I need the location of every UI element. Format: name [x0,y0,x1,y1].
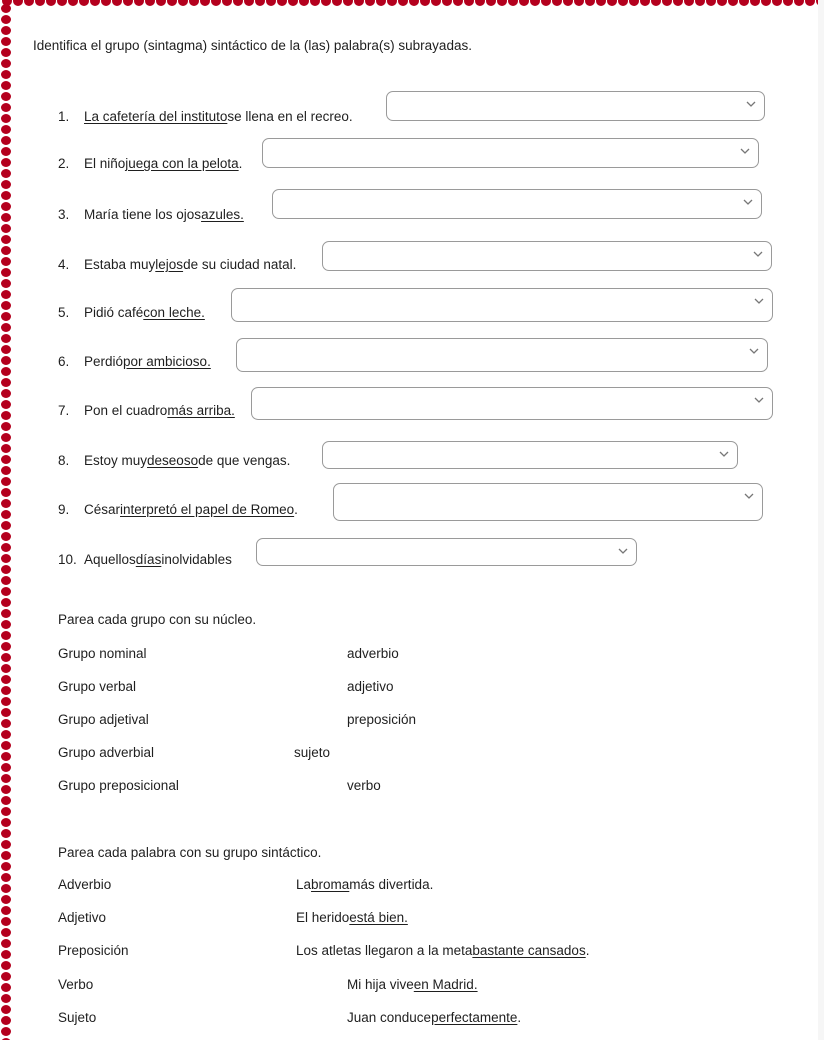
border-dot [1,455,11,464]
chevron-down-icon [753,295,765,307]
border-dot [1,312,11,321]
border-dot [794,0,804,6]
border-dot [1,917,11,926]
border-dot [1,268,11,277]
underlined-text: en Madrid. [413,977,478,992]
decorative-border-left [0,0,12,1040]
border-dot [541,0,551,6]
border-dot [552,0,562,6]
question-7 [58,403,235,419]
chevron-down-icon [752,248,764,260]
border-dot [398,0,408,6]
chevron-down-icon [743,490,755,502]
question-number: 7. [58,403,70,418]
border-dot [585,0,595,6]
question-9 [58,502,298,518]
border-dot [1,103,11,112]
border-dot [1,675,11,684]
border-dot [1,598,11,607]
border-dot [1,345,11,354]
question-8 [58,453,290,469]
border-dot [156,0,166,6]
border-dot [1,763,11,772]
border-dot [1,587,11,596]
sentence-text: . [517,1010,522,1025]
question-number: 8. [58,453,70,468]
section-title-grupo: Parea cada palabra con su grupo sintáctico. [58,845,322,860]
answer-select-1[interactable] [386,91,765,121]
border-dot [1,1027,11,1036]
instruction-text: Identifica el grupo (sintagma) sintáctico de la (las) palabra(s) subrayadas. [33,38,472,53]
border-dot [783,0,793,6]
question-text: Pidió café [84,305,144,320]
border-dot [1,257,11,266]
underlined-text: con leche. [143,305,205,320]
border-dot [1,202,11,211]
border-dot [354,0,364,6]
match-left-item[interactable]: Grupo verbal [58,679,137,694]
border-dot [1,400,11,409]
border-dot [1,532,11,541]
border-dot [233,0,243,6]
border-dot [1,169,11,178]
border-dot [596,0,606,6]
chevron-down-icon [617,545,629,557]
underlined-text: por ambicioso. [123,354,211,369]
border-dot [1,565,11,574]
border-dot [1,818,11,827]
match-left-item[interactable]: Grupo nominal [58,646,147,661]
border-dot [475,0,485,6]
border-dot [200,0,210,6]
border-dot [1,510,11,519]
sentence-text: . [585,943,590,958]
border-dot [101,0,111,6]
question-text: Estoy muy [84,453,148,468]
border-dot [695,0,705,6]
border-dot [1,213,11,222]
border-dot [1,422,11,431]
match-left-item[interactable]: Verbo [58,977,94,992]
question-number: 6. [58,354,70,369]
sentence-text: Los atletas llegaron a la meta [296,943,473,958]
question-2 [58,156,242,172]
question-text: . [238,156,243,171]
border-dot [343,0,353,6]
match-left-item[interactable]: Sujeto [58,1010,97,1025]
underlined-text: La cafetería del instituto [84,109,228,124]
border-dot [651,0,661,6]
question-4 [58,257,296,273]
answer-select-8[interactable] [322,441,738,469]
sentence-text: Mi hija vive [347,977,414,992]
border-dot [761,0,771,6]
border-dot [178,0,188,6]
border-dot [1,389,11,398]
border-dot [1,1005,11,1014]
match-left-item[interactable]: Adjetivo [58,910,107,925]
border-dot [1,554,11,563]
border-dot [618,0,628,6]
border-dot [1,994,11,1003]
border-dot [112,0,122,6]
border-dot [277,0,287,6]
border-dot [1,939,11,948]
border-dot [464,0,474,6]
border-dot [1,664,11,673]
match-left-item[interactable]: Grupo preposicional [58,778,179,793]
answer-select-6[interactable] [236,338,768,372]
answer-select-10[interactable] [256,538,637,566]
border-dot [1,158,11,167]
border-dot [1,235,11,244]
match-left-item[interactable]: Grupo adjetival [58,712,149,727]
question-5 [58,305,205,321]
sentence-text: El herido [296,910,350,925]
border-dot [1,884,11,893]
border-dot [1,708,11,717]
border-dot [145,0,155,6]
border-dot [1,895,11,904]
border-dot [1,906,11,915]
question-text: María tiene los ojos [84,207,202,222]
question-text: Perdió [84,354,124,369]
border-dot [684,0,694,6]
match-left-item[interactable]: Preposición [58,943,129,958]
border-dot [244,0,254,6]
question-text: Estaba muy [84,257,156,272]
border-dot [1,323,11,332]
border-dot [1,411,11,420]
border-dot [1,972,11,981]
border-dot [1,928,11,937]
question-number: 1. [58,109,70,124]
border-dot [563,0,573,6]
border-dot [1,81,11,90]
underlined-text: broma [311,877,350,892]
question-number: 4. [58,257,70,272]
match-left-item[interactable]: Grupo adverbial [58,745,155,760]
question-text: César [84,502,121,517]
border-dot [1,70,11,79]
chevron-down-icon [718,448,730,460]
border-dot [750,0,760,6]
question-number: 5. [58,305,70,320]
border-dot [189,0,199,6]
border-dot [1,950,11,959]
answer-select-9[interactable] [333,483,763,521]
question-3 [58,207,244,223]
border-dot [1,686,11,695]
border-dot [1,807,11,816]
underlined-text: juega con la pelota [125,156,239,171]
border-dot [1,609,11,618]
border-dot [255,0,265,6]
match-right-item[interactable]: preposición [347,712,417,727]
page-edge [818,0,824,1040]
underlined-text: más arriba. [167,403,235,418]
border-dot [1,301,11,310]
border-dot [486,0,496,6]
border-dot [1,697,11,706]
question-number: 2. [58,156,70,171]
border-dot [288,0,298,6]
border-dot [1,279,11,288]
match-right-item[interactable] [296,910,408,926]
match-right-item[interactable] [347,977,478,993]
border-dot [1,378,11,387]
chevron-down-icon [748,345,760,357]
border-dot [1,59,11,68]
border-dot [13,0,23,6]
question-1 [58,109,353,125]
border-dot [57,0,67,6]
border-dot [1,433,11,442]
border-dot [629,0,639,6]
border-dot [1,334,11,343]
answer-select-4[interactable] [322,241,772,271]
border-dot [266,0,276,6]
border-dot [1,15,11,24]
answer-select-3[interactable] [272,189,762,219]
border-dot [222,0,232,6]
border-dot [640,0,650,6]
border-dot [46,0,56,6]
border-dot [365,0,375,6]
border-dot [530,0,540,6]
underlined-text: lejos [155,257,184,272]
border-dot [1,444,11,453]
border-dot [310,0,320,6]
border-dot [387,0,397,6]
border-dot [1,477,11,486]
border-dot [442,0,452,6]
border-dot [1,620,11,629]
sentence-text: La [296,877,312,892]
border-dot [1,961,11,970]
border-dot [1,147,11,156]
border-dot [662,0,672,6]
border-dot [1,719,11,728]
border-dot [706,0,716,6]
chevron-down-icon [745,98,757,110]
border-dot [1,631,11,640]
border-dot [574,0,584,6]
question-10 [58,552,232,568]
match-right-item[interactable] [296,877,433,893]
border-dot [739,0,749,6]
border-dot [1,851,11,860]
border-dot [1,367,11,376]
answer-select-2[interactable] [262,138,759,168]
question-text: de su ciudad natal. [183,257,297,272]
border-dot [1,862,11,871]
border-dot [1,224,11,233]
chevron-down-icon [739,145,751,157]
border-dot [1,873,11,882]
match-right-item[interactable] [347,1010,521,1026]
border-dot [68,0,78,6]
border-dot [1,136,11,145]
match-right-item[interactable]: adjetivo [347,679,394,694]
question-number: 10. [58,552,77,567]
border-dot [1,499,11,508]
question-text: inolvidables [161,552,232,567]
border-dot [376,0,386,6]
question-number: 9. [58,502,70,517]
border-dot [1,576,11,585]
border-dot [299,0,309,6]
border-dot [673,0,683,6]
border-dot [508,0,518,6]
border-dot [1,26,11,35]
border-dot [431,0,441,6]
underlined-text: perfectamente [431,1010,518,1025]
border-dot [167,0,177,6]
question-text: Aquellos [84,552,136,567]
border-dot [519,0,529,6]
border-dot [1,356,11,365]
border-dot [211,0,221,6]
question-text: se llena en el recreo. [227,109,353,124]
border-dot [1,796,11,805]
border-dot [453,0,463,6]
border-dot [1,983,11,992]
question-number: 3. [58,207,70,222]
border-dot [1,785,11,794]
border-dot [1,829,11,838]
underlined-text: azules. [201,207,244,222]
border-dot [1,488,11,497]
answer-select-5[interactable] [231,288,773,322]
border-dot [805,0,815,6]
border-dot [772,0,782,6]
border-dot [728,0,738,6]
match-right-item[interactable]: sujeto [294,745,331,760]
answer-select-7[interactable] [251,387,773,420]
border-dot [1,774,11,783]
decorative-border-top [0,0,824,10]
section-title-nucleo: Parea cada grupo con su núcleo. [58,612,257,627]
match-left-item[interactable]: Adverbio [58,877,112,892]
border-dot [1,840,11,849]
border-dot [1,48,11,57]
border-dot [420,0,430,6]
border-dot [1,642,11,651]
border-dot [717,0,727,6]
question-text: El niño [84,156,126,171]
border-dot [1,1016,11,1025]
match-right-item[interactable]: verbo [347,778,381,793]
border-dot [1,37,11,46]
border-dot [79,0,89,6]
border-dot [1,466,11,475]
border-dot [1,752,11,761]
question-text: . [294,502,298,517]
border-dot [1,180,11,189]
border-dot [123,0,133,6]
underlined-text: días [135,552,162,567]
border-dot [1,125,11,134]
border-dot [134,0,144,6]
match-right-item[interactable] [296,943,589,959]
sentence-text: Juan conduce [347,1010,432,1025]
border-dot [1,290,11,299]
border-dot [1,653,11,662]
sentence-text: más divertida. [349,877,434,892]
border-dot [321,0,331,6]
match-right-item[interactable]: adverbio [347,646,399,661]
border-dot [497,0,507,6]
underlined-text: deseoso [147,453,199,468]
question-text: Pon el cuadro [84,403,168,418]
border-dot [607,0,617,6]
chevron-down-icon [742,196,754,208]
border-dot [1,92,11,101]
underlined-text: bastante cansados [472,943,586,958]
border-dot [1,4,11,13]
border-dot [90,0,100,6]
question-text: de que vengas. [198,453,291,468]
border-dot [1,543,11,552]
border-dot [1,246,11,255]
border-dot [1,521,11,530]
border-dot [1,730,11,739]
border-dot [1,114,11,123]
question-6 [58,354,211,370]
border-dot [24,0,34,6]
border-dot [332,0,342,6]
underlined-text: está bien. [349,910,408,925]
border-dot [1,741,11,750]
border-dot [35,0,45,6]
underlined-text: interpretó el papel de Romeo [120,502,295,517]
chevron-down-icon [753,394,765,406]
border-dot [1,191,11,200]
border-dot [409,0,419,6]
